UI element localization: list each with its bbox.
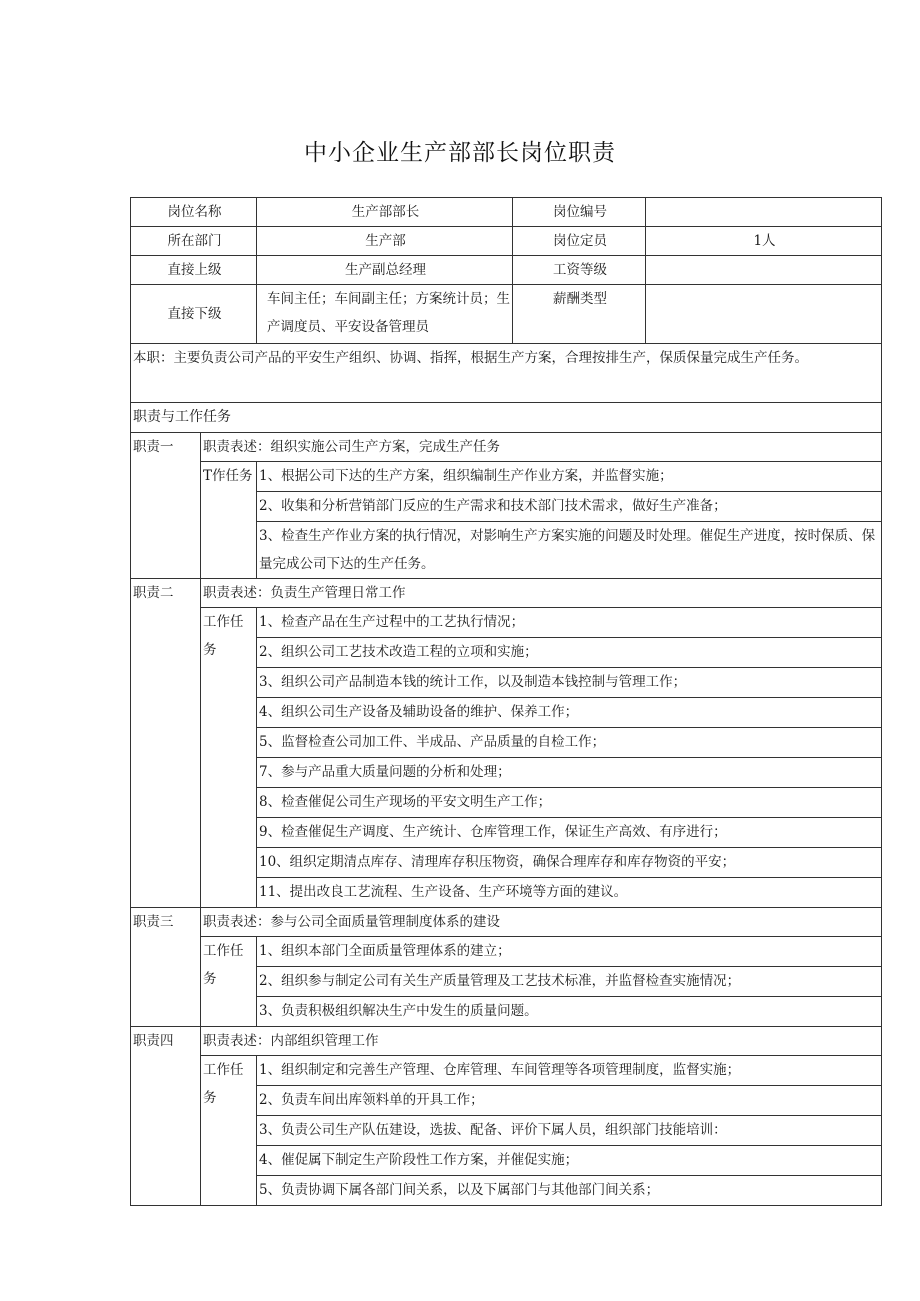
task-item: 9、检查催促生产调度、生产统计、仓库管理工作，保证生产高效、有序进行；: [257, 818, 882, 848]
duty-desc: 职责表述：内部组织管理工作: [201, 1027, 882, 1056]
task-item: 5、负责协调下属各部门间关系，以及下属部门与其他部门间关系；: [257, 1176, 882, 1206]
duty-desc-row: [131, 579, 882, 608]
task-item: 3、负责积极组织解决生产中发生的质量问题。: [257, 997, 882, 1027]
task-item: 1、组织本部门全面质量管理体系的建立；: [257, 937, 882, 967]
info-row: [131, 285, 882, 344]
task-row: [131, 1056, 882, 1086]
task-label: T作任务: [201, 462, 257, 579]
department-value: 生产部: [257, 227, 513, 256]
position-name-label: 岗位名称: [131, 198, 257, 227]
task-label: 工作任务: [201, 608, 257, 908]
position-code-label: 岗位编号: [513, 198, 646, 227]
pay-type-label: 薪酬类型: [513, 285, 646, 344]
task-item: 4、组织公司生产设备及辅助设备的维护、保养工作；: [257, 698, 882, 728]
task-item: 11、提出改良工艺流程、生产设备、生产环境等方面的建议。: [257, 878, 882, 908]
task-item: 2、负责车间出库领料单的开具工作；: [257, 1086, 882, 1116]
headcount-label: 岗位定员: [513, 227, 646, 256]
benzhi-text: 本职：主要负责公司产品的平安生产组织、协调、指挥，根据生产方案，合理按排生产，保质保量完成生产任务。: [131, 344, 882, 403]
task-item: 3、检查生产作业方案的执行情况，对影响生产方案实施的问题及时处理。催促生产进度，按时保质、保量完成公司下达的生产任务。: [257, 522, 882, 579]
subordinate-value: 车间主任；车间副主任；方案统计员；生产调度员、平安设备管理员: [257, 285, 513, 344]
duty-desc: 职责表述：组织实施公司生产方案，完成生产任务: [201, 433, 882, 462]
task-item: 2、组织公司工艺技术改造工程的立项和实施；: [257, 638, 882, 668]
superior-value: 生产副总经理: [257, 256, 513, 285]
section-row: [131, 403, 882, 433]
task-row: [131, 462, 882, 492]
task-item: 7、参与产品重大质量问题的分析和处理；: [257, 758, 882, 788]
duty-desc: 职责表述：参与公司全面质量管理制度体系的建设: [201, 908, 882, 937]
salary-grade-value: [646, 256, 882, 285]
duty-desc: 职责表述：负责生产管理日常工作: [201, 579, 882, 608]
info-row: [131, 256, 882, 285]
info-row: [131, 227, 882, 256]
task-item: 10、组织定期清点库存、清理库存积压物资，确保合理库存和库存物资的平安；: [257, 848, 882, 878]
task-item: 1、检查产品在生产过程中的工艺执行情况；: [257, 608, 882, 638]
duty-desc-row: [131, 1027, 882, 1056]
task-item: 1、组织制定和完善生产管理、仓库管理、车间管理等各项管理制度，监督实施；: [257, 1056, 882, 1086]
headcount-value: 1人: [646, 227, 882, 256]
task-item: 3、负责公司生产队伍建设，选拔、配备、评价下属人员，组织部门技能培训：: [257, 1116, 882, 1146]
task-item: 8、检查催促公司生产现场的平安文明生产工作；: [257, 788, 882, 818]
duty-label: 职责一: [131, 433, 201, 579]
task-item: 2、组织参与制定公司有关生产质量管理及工艺技术标准，并监督检查实施情况；: [257, 967, 882, 997]
task-item: 5、监督检查公司加工件、半成品、产品质量的自检工作；: [257, 728, 882, 758]
task-row: [131, 608, 882, 638]
page-title: 中小企业生产部部长岗位职责: [304, 140, 616, 166]
duty-desc-row: [131, 433, 882, 462]
duty-label: 职责二: [131, 579, 201, 908]
task-label: 工作任务: [201, 1056, 257, 1206]
superior-label: 直接上级: [131, 256, 257, 285]
info-row: [131, 198, 882, 227]
duty-desc-row: [131, 908, 882, 937]
task-row: [131, 937, 882, 967]
task-item: 3、组织公司产品制造本钱的统计工作，以及制造本钱控制与管理工作；: [257, 668, 882, 698]
position-name-value: 生产部部长: [257, 198, 513, 227]
job-description-table: [130, 197, 882, 1206]
benzhi-row: [131, 344, 882, 403]
task-label: 工作任务: [201, 937, 257, 1027]
pay-type-value: [646, 285, 882, 344]
task-item: 4、催促属下制定生产阶段性工作方案，并催促实施；: [257, 1146, 882, 1176]
position-code-value: [646, 198, 882, 227]
duty-label: 职责四: [131, 1027, 201, 1206]
section-title: 职责与工作任务: [131, 403, 882, 433]
department-label: 所在部门: [131, 227, 257, 256]
task-item: 2、收集和分析营销部门反应的生产需求和技术部门技术需求，做好生产准备；: [257, 492, 882, 522]
task-item: 1、根据公司下达的生产方案，组织编制生产作业方案，并监督实施；: [257, 462, 882, 492]
subordinate-label: 直接下级: [131, 285, 257, 344]
salary-grade-label: 工资等级: [513, 256, 646, 285]
duty-label: 职责三: [131, 908, 201, 1027]
